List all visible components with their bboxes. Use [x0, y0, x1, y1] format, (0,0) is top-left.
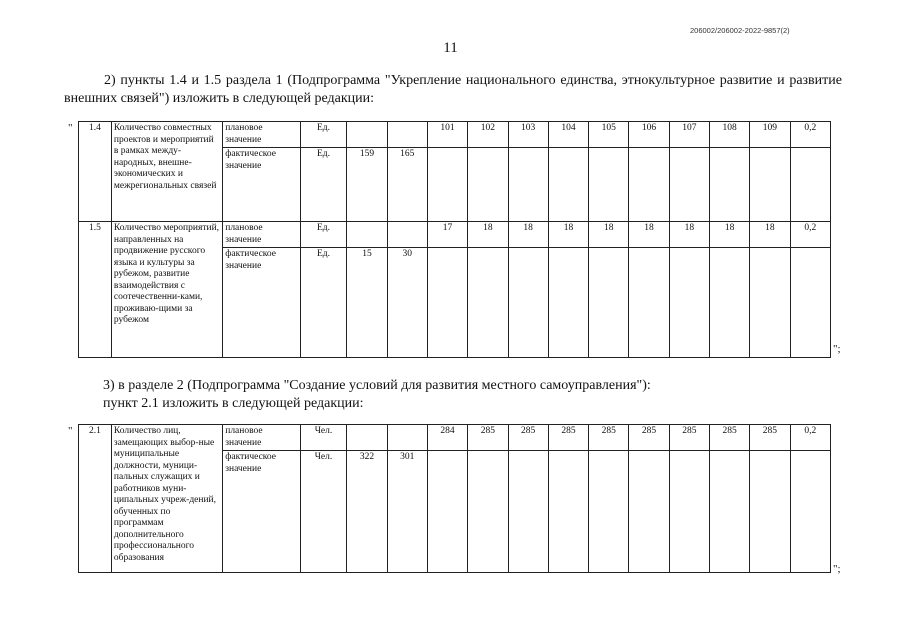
planned-value-cell: 0,2 — [790, 222, 830, 248]
unit-cell: Ед. — [300, 248, 347, 358]
planned-value-cell: 18 — [508, 222, 548, 248]
planned-value-cell: 18 — [589, 222, 629, 248]
planned-value-cell — [387, 425, 427, 451]
planned-label: плановое значение — [223, 425, 300, 451]
actual-value-cell — [790, 148, 830, 222]
actual-value-cell — [548, 148, 588, 222]
planned-value-cell: 104 — [548, 122, 588, 148]
actual-value-cell — [548, 451, 588, 573]
close-quote-1: "; — [833, 343, 841, 355]
actual-value-cell — [709, 248, 749, 358]
actual-value-cell — [790, 451, 830, 573]
planned-value-cell: 106 — [629, 122, 669, 148]
paragraph-items-1-4-1-5: 2) пункты 1.4 и 1.5 раздела 1 (Подпрограмма "Укрепление национального единства, этнокультурное развитие и развитие внешних связей") изложить в следующей редакции: — [64, 73, 842, 106]
planned-value-cell: 285 — [629, 425, 669, 451]
actual-label: фактическое значение — [223, 148, 300, 222]
table-row-planned — [79, 122, 831, 148]
actual-value-cell — [427, 148, 467, 222]
actual-value-cell — [709, 451, 749, 573]
planned-value-cell: 284 — [427, 425, 467, 451]
planned-value-cell: 0,2 — [790, 122, 830, 148]
table-row-planned — [79, 425, 831, 451]
actual-value-cell — [750, 148, 790, 222]
actual-value-cell — [629, 451, 669, 573]
actual-value-cell — [669, 248, 709, 358]
unit-cell: Ед. — [300, 122, 347, 148]
actual-value-cell — [427, 451, 467, 573]
paragraph-section-2 — [103, 377, 803, 413]
unit-cell: Ед. — [300, 148, 347, 222]
row-number: 1.4 — [79, 122, 112, 222]
planned-value-cell: 18 — [669, 222, 709, 248]
planned-value-cell: 17 — [427, 222, 467, 248]
actual-value-cell — [468, 451, 508, 573]
actual-value-cell: 15 — [347, 248, 387, 358]
indicator-name: Количество мероприятий, направленных на продвижение русского языка и культуры за рубежом, развитие взаимодействия с соотечественни-ками, проживаю-щими за рубежом — [111, 222, 222, 358]
actual-value-cell — [629, 148, 669, 222]
planned-value-cell — [387, 222, 427, 248]
actual-value-cell — [508, 451, 548, 573]
planned-value-cell — [347, 425, 387, 451]
planned-label: плановое значение — [223, 222, 300, 248]
row-number: 2.1 — [79, 425, 112, 573]
planned-value-cell: 18 — [548, 222, 588, 248]
actual-value-cell — [709, 148, 749, 222]
planned-value-cell: 103 — [508, 122, 548, 148]
actual-label: фактическое значение — [223, 451, 300, 573]
planned-value-cell — [347, 222, 387, 248]
indicator-name: Количество лиц, замещающих выбор-ные муниципальные должности, муници-пальных служащих и работников муни-ципальных учреж-дений, обученных по программам дополнительного профессионального образования — [111, 425, 222, 573]
planned-value-cell: 107 — [669, 122, 709, 148]
actual-label: фактическое значение — [223, 248, 300, 358]
actual-value-cell — [468, 148, 508, 222]
planned-value-cell: 285 — [468, 425, 508, 451]
open-quote-1: " — [68, 122, 73, 134]
table-section-2-body — [79, 425, 831, 573]
page-number: 11 — [443, 40, 458, 56]
planned-value-cell: 285 — [669, 425, 709, 451]
planned-value-cell: 101 — [427, 122, 467, 148]
planned-value-cell: 285 — [589, 425, 629, 451]
actual-value-cell — [427, 248, 467, 358]
unit-cell: Чел. — [300, 451, 347, 573]
actual-value-cell — [589, 451, 629, 573]
planned-value-cell: 285 — [548, 425, 588, 451]
actual-value-cell — [629, 248, 669, 358]
actual-value-cell: 301 — [387, 451, 427, 573]
planned-value-cell: 18 — [629, 222, 669, 248]
planned-value-cell: 285 — [709, 425, 749, 451]
planned-value-cell: 109 — [750, 122, 790, 148]
planned-value-cell: 0,2 — [790, 425, 830, 451]
actual-value-cell — [548, 248, 588, 358]
planned-value-cell: 108 — [709, 122, 749, 148]
planned-value-cell: 18 — [750, 222, 790, 248]
actual-value-cell — [750, 451, 790, 573]
table-row-planned — [79, 222, 831, 248]
actual-value-cell — [669, 148, 709, 222]
actual-value-cell — [750, 248, 790, 358]
actual-value-cell — [508, 248, 548, 358]
actual-value-cell — [508, 148, 548, 222]
actual-value-cell: 322 — [347, 451, 387, 573]
table-section-1-body — [79, 122, 831, 358]
table-section-2 — [78, 424, 831, 573]
planned-value-cell: 18 — [709, 222, 749, 248]
document-id: 206002/206002-2022-9857(2) — [690, 26, 790, 35]
actual-value-cell — [589, 148, 629, 222]
planned-value-cell: 18 — [468, 222, 508, 248]
paragraph-section-2-line2: пункт 2.1 изложить в следующей редакции: — [103, 396, 364, 411]
actual-value-cell: 165 — [387, 148, 427, 222]
row-number: 1.5 — [79, 222, 112, 358]
actual-value-cell — [669, 451, 709, 573]
unit-cell: Чел. — [300, 425, 347, 451]
close-quote-2: "; — [833, 563, 841, 575]
table-section-1 — [78, 121, 831, 358]
actual-value-cell — [589, 248, 629, 358]
planned-label: плановое значение — [223, 122, 300, 148]
planned-value-cell: 285 — [508, 425, 548, 451]
actual-value-cell: 30 — [387, 248, 427, 358]
planned-value-cell: 102 — [468, 122, 508, 148]
indicator-name: Количество совместных проектов и мероприятий в рамках между-народных, внешне-экономических и межрегиональных связей — [111, 122, 222, 222]
planned-value-cell: 105 — [589, 122, 629, 148]
planned-value-cell: 285 — [750, 425, 790, 451]
paragraph-section-2-line1: 3) в разделе 2 (Подпрограмма "Создание условий для развития местного самоуправления"): — [103, 378, 651, 393]
actual-value-cell — [790, 248, 830, 358]
planned-value-cell — [347, 122, 387, 148]
open-quote-2: " — [68, 425, 73, 437]
actual-value-cell: 159 — [347, 148, 387, 222]
unit-cell: Ед. — [300, 222, 347, 248]
actual-value-cell — [468, 248, 508, 358]
planned-value-cell — [387, 122, 427, 148]
